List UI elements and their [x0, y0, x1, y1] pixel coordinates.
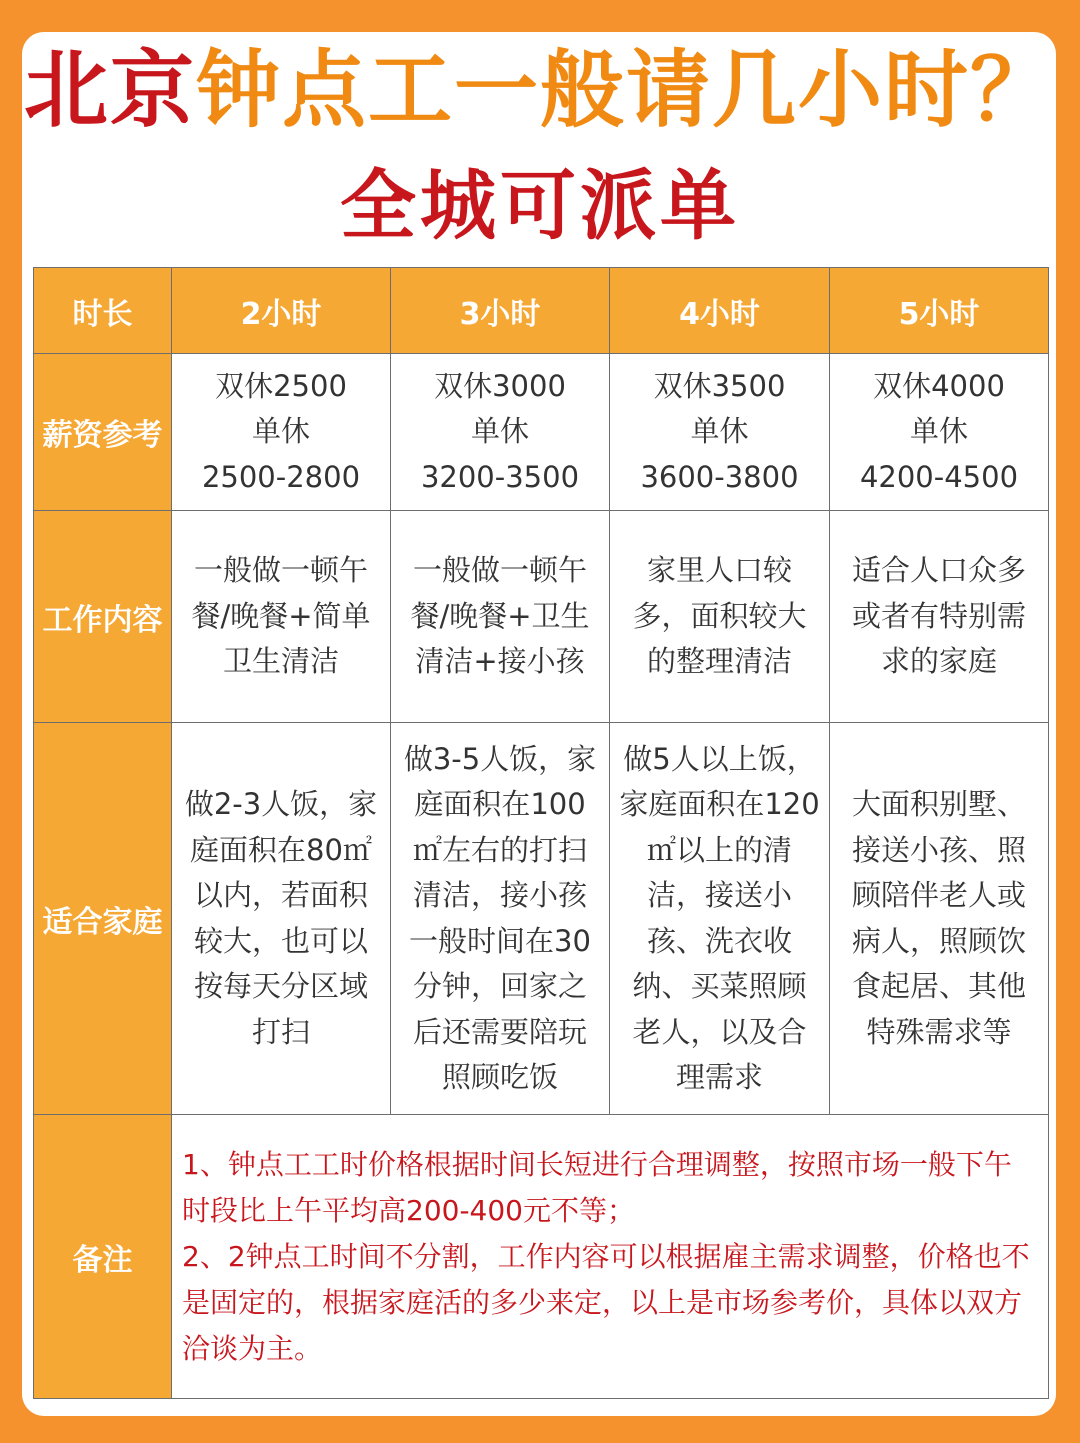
cell-line: 接送小孩、照: [851, 832, 1026, 867]
cell-line: 做3-5人饭，家: [403, 741, 597, 776]
title-city: 北京: [23, 41, 196, 139]
cell-work-4h: [610, 511, 830, 723]
cell-line: 卫生清洁: [222, 644, 339, 679]
cell-line: 清洁，接小孩: [412, 878, 587, 912]
notes-cell: [172, 1115, 1049, 1399]
cell-line: ㎡以上的清: [646, 832, 792, 867]
table-row-notes: [34, 1115, 1049, 1399]
cell-line: 照顾吃饭: [441, 1060, 558, 1094]
cell-line: 病人，照顾饮: [851, 923, 1026, 958]
cell-line: 双休2500: [215, 368, 347, 403]
cell-line: 孩、洗衣收: [646, 923, 792, 958]
page-subtitle: 全城可派单: [340, 161, 740, 250]
cell-line: 庭面积在80㎡: [190, 832, 372, 867]
cell-line: 3200-3500: [420, 459, 580, 494]
table-row-salary: [34, 354, 1049, 511]
header-3h: 3小时: [391, 268, 610, 354]
cell-line: 餐/晚餐+简单: [191, 598, 371, 633]
price-table: [33, 267, 1049, 1399]
cell-salary-5h: [830, 354, 1049, 511]
cell-line: 的整理清洁: [646, 644, 792, 679]
row-label-work: 工作内容: [34, 511, 172, 723]
cell-line: 洁，接送小: [646, 878, 792, 912]
cell-family-3h: [391, 723, 610, 1115]
cell-line: 清洁+接小孩: [415, 644, 585, 679]
row-label-notes: 备注: [34, 1115, 172, 1399]
title-question: 钟点工一般请几小时？: [196, 41, 1057, 139]
cell-line: 较大，也可以: [193, 923, 368, 958]
cell-family-5h: [830, 723, 1049, 1115]
cell-line: 顾陪伴老人或: [851, 878, 1026, 912]
cell-work-3h: [391, 511, 610, 723]
cell-line: 纳、买菜照顾: [632, 969, 807, 1003]
cell-salary-2h: [172, 354, 391, 511]
cell-line: 庭面积在100: [414, 787, 586, 821]
cell-line: 双休3500: [653, 368, 786, 403]
cell-line: 单休: [251, 414, 310, 449]
cell-line: 一般做一顿午: [412, 553, 587, 588]
page-title: [0, 40, 1080, 140]
cell-line: 多，面积较大: [632, 598, 807, 633]
cell-line: 家里人口较: [646, 553, 792, 588]
cell-work-2h: [172, 511, 391, 723]
table-header-row: [34, 268, 1049, 354]
cell-line: 适合人口众多: [851, 553, 1026, 588]
cell-line: 双休4000: [873, 368, 1005, 403]
cell-line: 分钟，回家之: [412, 969, 587, 1003]
cell-salary-3h: [391, 354, 610, 511]
table-row-family: [34, 723, 1049, 1115]
cell-line: 餐/晚餐+卫生: [410, 598, 590, 633]
cell-line: 家庭面积在120: [619, 787, 820, 821]
cell-line: ㎡左右的打扫: [412, 832, 587, 867]
cell-line: 做2-3人饭，家: [184, 787, 378, 821]
cell-line: 4200-4500: [859, 459, 1019, 494]
header-5h: 5小时: [830, 268, 1049, 354]
cell-line: 按每天分区域: [193, 969, 368, 1003]
cell-work-5h: [830, 511, 1049, 723]
cell-line: 单休: [909, 414, 968, 449]
header-2h: 2小时: [172, 268, 391, 354]
cell-line: 2500-2800: [201, 459, 361, 494]
cell-line: 特殊需求等: [866, 1014, 1012, 1049]
cell-line: 单休: [470, 414, 529, 449]
cell-line: 后还需要陪玩: [412, 1014, 587, 1049]
cell-family-2h: [172, 723, 391, 1115]
cell-line: 求的家庭: [880, 644, 997, 679]
row-label-family: 适合家庭: [34, 723, 172, 1115]
cell-line: 做5人以上饭，: [623, 741, 816, 776]
header-4h: 4小时: [610, 268, 830, 354]
cell-line: 大面积别墅、: [851, 787, 1026, 821]
cell-line: 打扫: [251, 1014, 310, 1049]
table-row-work: [34, 511, 1049, 723]
cell-line: 或者有特别需: [851, 598, 1026, 633]
cell-salary-4h: [610, 354, 830, 511]
cell-line: 一般时间在30: [409, 923, 591, 958]
header-duration: 时长: [34, 268, 172, 354]
cell-line: 3600-3800: [640, 459, 799, 494]
note-item-1: 1、钟点工工时价格根据时间长短进行合理调整，按照市场一般下午时段比上午平均高200-400元不等；: [182, 1147, 1012, 1227]
cell-line: 以内，若面积: [193, 878, 368, 912]
cell-line: 一般做一顿午: [193, 553, 368, 588]
cell-line: 食起居、其他: [851, 969, 1026, 1003]
row-label-salary: 薪资参考: [34, 354, 172, 511]
cell-line: 双休3000: [434, 368, 566, 403]
cell-line: 理需求: [675, 1060, 763, 1094]
cell-family-4h: [610, 723, 830, 1115]
note-item-2: 2、2钟点工时间不分割，工作内容可以根据雇主需求调整，价格也不是固定的，根据家庭活的多少来定，以上是市场参考价，具体以双方洽谈为主。: [182, 1239, 1030, 1365]
cell-line: 老人，以及合: [632, 1014, 807, 1049]
cell-line: 单休: [690, 414, 749, 449]
